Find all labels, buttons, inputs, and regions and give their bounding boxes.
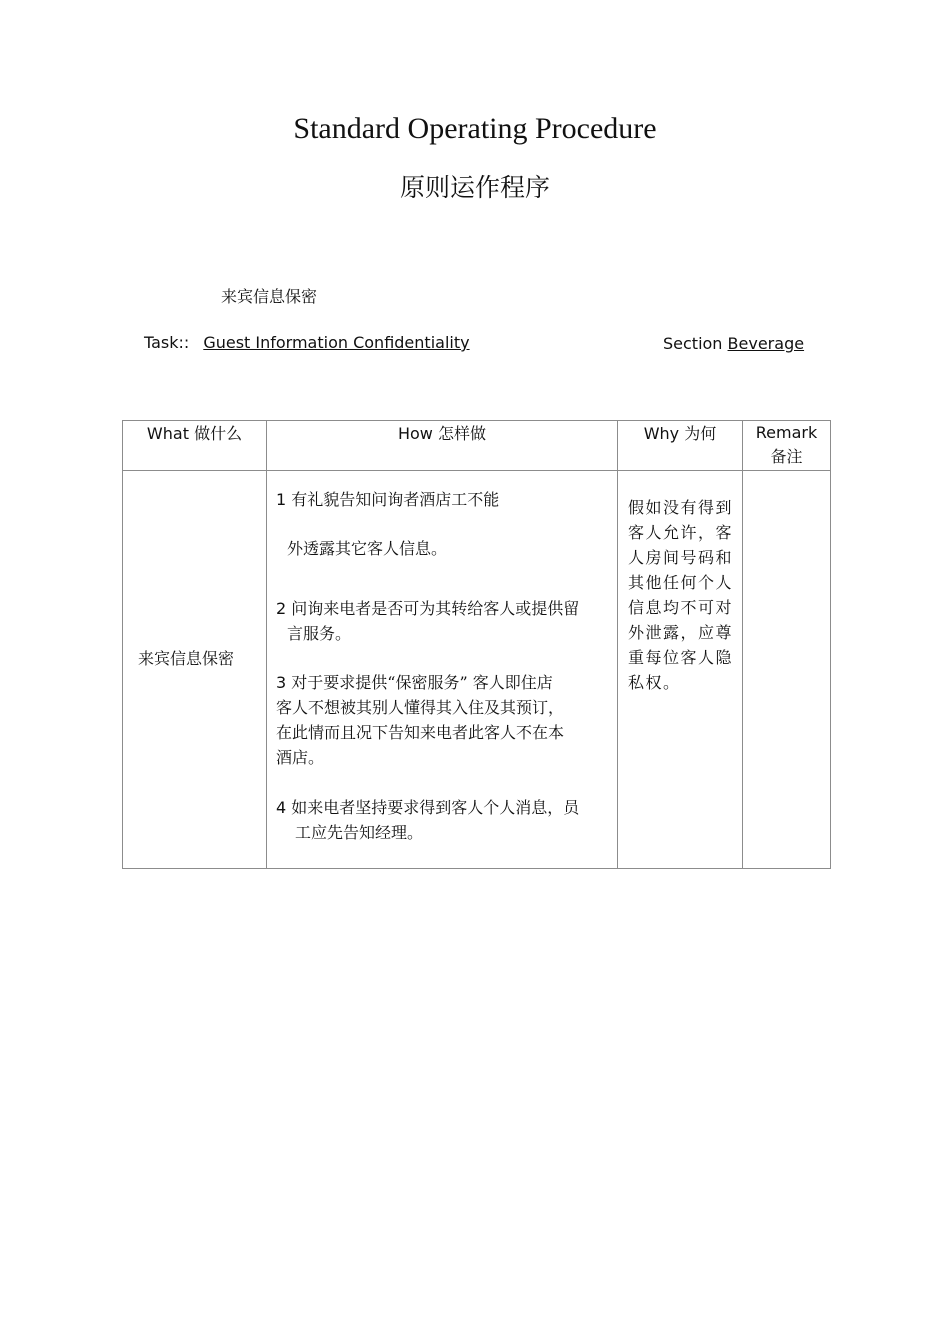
header-why <box>618 421 743 471</box>
task-value: Guest Information Confidentiality <box>203 333 470 352</box>
what-cell <box>123 471 267 869</box>
how-step-2: 2 问询来电者是否可为其转给客人或提供留 言服务。 <box>276 599 580 643</box>
header-why-en: Why <box>643 424 680 443</box>
document-subtitle-cn: 来宾信息保密 <box>221 287 318 306</box>
header-remark-cn: 备注 <box>770 447 803 466</box>
header-how <box>267 421 618 471</box>
header-remark <box>743 421 831 471</box>
sop-table <box>122 420 831 869</box>
how-cell <box>267 471 618 869</box>
section-label: Section <box>663 334 723 353</box>
header-what-en: What <box>146 424 189 443</box>
section-line <box>663 334 804 353</box>
header-why-cn: 为何 <box>684 424 717 443</box>
why-cell <box>618 471 743 869</box>
why-text: 假如没有得到客人允许，客人房间号码和其他任何个人信息均不可对外泄露，应尊重每位客人隐私权。 <box>628 498 734 692</box>
how-step-4: 4 如来电者坚持要求得到客人个人消息，员 工应先告知经理。 <box>276 798 580 842</box>
header-how-en: How <box>397 424 433 443</box>
task-line <box>144 333 470 352</box>
document-title-en: Standard Operating Procedure <box>293 112 657 145</box>
how-step-3: 3 对于要求提供“保密服务” 客人即住店 客人不想被其别人懂得其入住及其预订， 在此情而且况下告知来电者此客人不在本 酒店。 <box>276 673 565 767</box>
header-what-cn: 做什么 <box>194 424 243 443</box>
header-how-cn: 怎样做 <box>437 424 486 443</box>
header-remark-en: Remark <box>755 423 818 442</box>
header-what <box>123 421 267 471</box>
what-text: 来宾信息保密 <box>138 648 235 668</box>
table-header-row <box>123 421 831 471</box>
task-label: Task:: <box>144 333 190 352</box>
document-title-cn: 原则运作程序 <box>399 173 550 202</box>
remark-cell <box>743 471 831 869</box>
how-step-1: 1 有礼貌告知问询者酒店工不能 外透露其它客人信息。 <box>276 490 500 558</box>
table-row <box>123 471 831 869</box>
section-value: Beverage <box>727 334 805 353</box>
